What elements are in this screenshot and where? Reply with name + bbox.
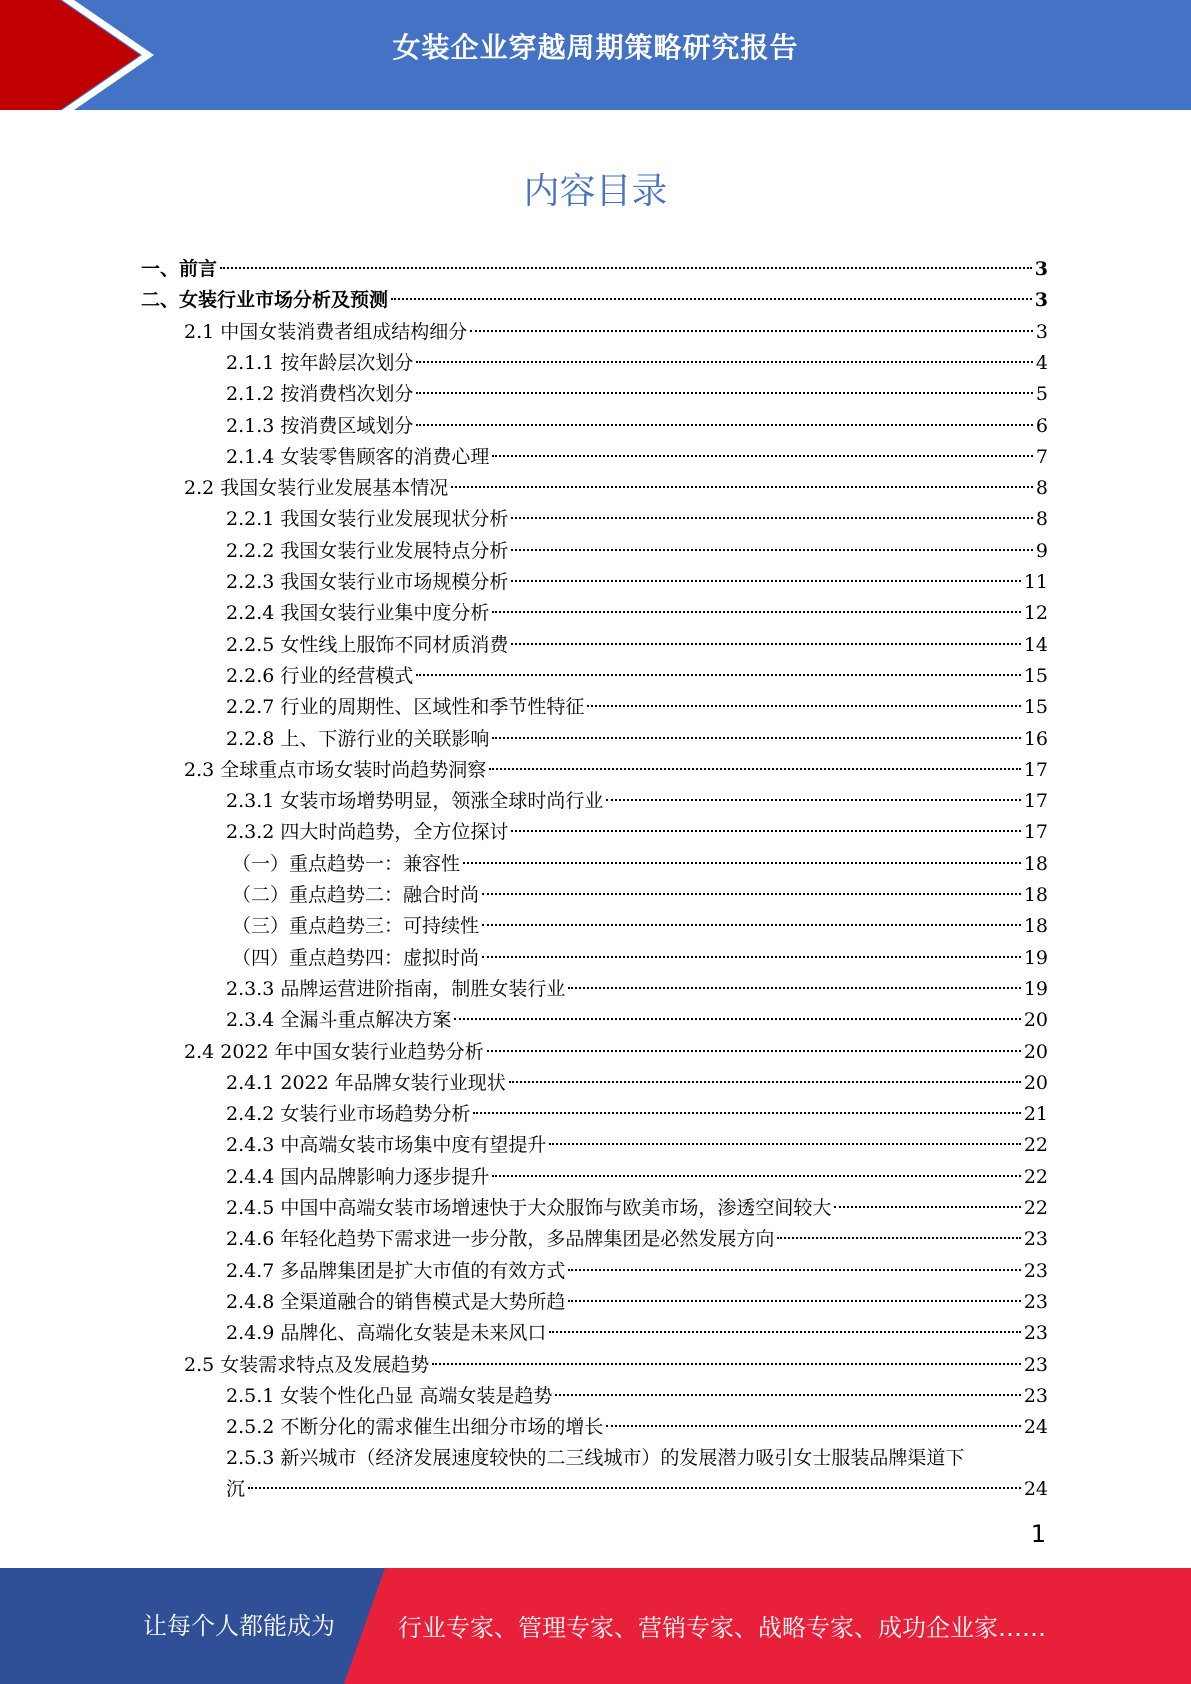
- toc-entry-label: 2.2.1 我国女装行业发展现状分析: [226, 508, 509, 531]
- toc-entry-page: 8: [1035, 508, 1048, 531]
- toc-entry-page: 19: [1023, 946, 1048, 969]
- toc-entry-label: 2.2.4 我国女装行业集中度分析: [226, 602, 490, 625]
- toc-entry-page: 3: [1034, 289, 1048, 312]
- toc-entry-page: 14: [1023, 633, 1048, 656]
- toc-leader-dots: [511, 549, 1033, 551]
- toc-leader-dots: [463, 862, 1021, 864]
- toc-leader-dots: [489, 768, 1021, 770]
- toc-leader-dots: [568, 987, 1020, 989]
- toc-entry[interactable]: [226, 1099, 1048, 1130]
- toc-entry-label: 2.3.3 品牌运营进阶指南，制胜女装行业: [226, 977, 566, 1000]
- toc-entry-page: 11: [1023, 571, 1048, 593]
- toc-entry-label: 2.4.4 国内品牌影响力逐步提升: [226, 1165, 490, 1188]
- toc-entry-label: 2.5.2 不断分化的需求催生出细分市场的增长: [226, 1416, 604, 1439]
- toc-entry-page: 24: [1023, 1478, 1048, 1501]
- toc-entry-page: 8: [1035, 477, 1048, 500]
- toc-leader-dots: [492, 1175, 1020, 1177]
- toc-leader-dots: [555, 1394, 1020, 1396]
- toc-entry[interactable]: [141, 254, 1048, 285]
- toc-entry-label: （四）重点趋势四：虚拟时尚: [232, 946, 480, 969]
- toc-entry-label: 2.2.2 我国女装行业发展特点分析: [226, 539, 509, 562]
- footer-slogan-left: 让每个人都能成为: [143, 1612, 335, 1640]
- toc-entry-label: 2.1.4 女装零售顾客的消费心理: [226, 445, 490, 468]
- toc-entry-page: 6: [1035, 414, 1048, 437]
- toc-entry[interactable]: [226, 1005, 1048, 1036]
- toc-entry[interactable]: [226, 411, 1048, 442]
- toc-entry[interactable]: [226, 504, 1048, 535]
- toc-entry-page: 20: [1023, 1009, 1048, 1032]
- toc-entry-label: 2.2.7 行业的周期性、区域性和季节性特征: [226, 696, 585, 719]
- toc-entry-page: 23: [1023, 1384, 1048, 1407]
- header-band: [0, 0, 1191, 110]
- toc-entry-page: 5: [1035, 383, 1048, 406]
- toc-entry-label: 2.1.3 按消费区域划分: [226, 414, 414, 437]
- toc-entry[interactable]: [226, 348, 1048, 379]
- toc-leader-dots: [482, 893, 1021, 895]
- toc-entry[interactable]: [226, 1162, 1048, 1193]
- toc-entry[interactable]: [226, 1381, 1048, 1412]
- toc-leader-dots: [416, 361, 1033, 363]
- toc-entry-page: 24: [1023, 1416, 1048, 1439]
- toc-entry-label: 2.4.8 全渠道融合的销售模式是大势所趋: [226, 1290, 566, 1313]
- toc-entry-label: 2.3.1 女装市场增势明显，领涨全球时尚行业: [226, 790, 604, 813]
- toc-entry[interactable]: [226, 692, 1048, 723]
- toc-entry-page: 19: [1023, 977, 1048, 1000]
- toc-entry-label: 2.1 中国女装消费者组成结构细分: [184, 320, 468, 343]
- toc-leader-dots: [511, 643, 1020, 645]
- toc-entry-page: 17: [1023, 790, 1048, 813]
- toc-entry[interactable]: [226, 567, 1048, 598]
- toc-entry-page: 15: [1023, 664, 1048, 687]
- toc-leader-dots: [487, 1050, 1021, 1052]
- toc-entry-page: 7: [1035, 445, 1048, 468]
- toc-entry-label: 二、女装行业市场分析及预测: [141, 289, 389, 312]
- toc-entry[interactable]: [141, 285, 1048, 316]
- toc-entry-label: 2.3.2 四大时尚趋势，全方位探讨: [226, 821, 509, 844]
- toc-leader-dots: [482, 956, 1021, 958]
- toc-entry-label: （二）重点趋势二：融合时尚: [232, 884, 480, 906]
- footer-band: [0, 1568, 1191, 1684]
- toc-entry-label: 2.2 我国女装行业发展基本情况: [184, 477, 449, 500]
- toc-entry[interactable]: [184, 1350, 1048, 1381]
- toc-leader-dots: [454, 1018, 1020, 1020]
- toc-entry[interactable]: [226, 1068, 1048, 1099]
- toc-entry[interactable]: [226, 1256, 1048, 1287]
- toc-leader-dots: [482, 924, 1021, 926]
- toc-entry-label: 2.2.5 女性线上服饰不同材质消费: [226, 633, 509, 656]
- toc-entry-page: 12: [1023, 602, 1048, 625]
- toc-leader-dots: [492, 455, 1033, 457]
- toc-entry[interactable]: [184, 317, 1048, 348]
- toc-entry-label: 2.4.3 中高端女装市场集中度有望提升: [226, 1134, 547, 1157]
- toc-leader-dots: [511, 830, 1020, 832]
- toc-leader-dots: [777, 1237, 1020, 1239]
- toc-entry[interactable]: [232, 943, 1048, 974]
- toc-entry-label-line1: 2.5.3 新兴城市（经济发展速度较快的二三线城市）的发展潜力吸引女士服装品牌渠道下: [226, 1447, 965, 1470]
- toc-leader-dots: [568, 1269, 1020, 1271]
- toc-entry-page: 23: [1023, 1228, 1048, 1251]
- toc-leader-dots: [473, 1112, 1020, 1114]
- toc-leader-dots: [470, 330, 1033, 332]
- toc-entry-page: 15: [1023, 696, 1048, 719]
- toc-entry-page: 20: [1023, 1040, 1048, 1063]
- toc-leader-dots: [568, 1300, 1020, 1302]
- toc-entry[interactable]: [226, 1193, 1048, 1224]
- toc-leader-dots: [606, 1425, 1020, 1427]
- toc-entry-label: 2.4 2022 年中国女装行业趋势分析: [184, 1040, 484, 1063]
- toc-leader-dots: [416, 674, 1020, 676]
- toc-entry-label: 2.2.6 行业的经营模式: [226, 664, 414, 687]
- toc-entry-label: 一、前言: [141, 258, 218, 280]
- toc-leader-dots: [492, 611, 1020, 613]
- toc-entry-label: 2.4.9 品牌化、高端化女装是未来风口: [226, 1322, 547, 1345]
- toc-entry-page: 4: [1035, 351, 1048, 374]
- toc-entry[interactable]: [226, 1130, 1048, 1161]
- toc-entry-page: 16: [1023, 727, 1048, 750]
- toc-entry-page: 3: [1035, 320, 1048, 343]
- toc-leader-dots: [220, 267, 1032, 269]
- toc-entry-label: 2.4.1 2022 年品牌女装行业现状: [226, 1071, 506, 1094]
- toc-entry-label: 2.5 女装需求特点及发展趋势: [184, 1353, 430, 1376]
- toc-entry[interactable]: [226, 1224, 1048, 1255]
- toc-entry-page: 18: [1023, 915, 1048, 938]
- toc-entry-label: 2.2.3 我国女装行业市场规模分析: [226, 571, 509, 593]
- toc-entry[interactable]: [226, 536, 1048, 567]
- toc-entry[interactable]: [232, 911, 1048, 942]
- toc-entry-page: 23: [1023, 1353, 1048, 1376]
- toc-entry-label: 2.1.1 按年龄层次划分: [226, 351, 414, 374]
- toc-entry-page: 17: [1023, 758, 1048, 781]
- toc-entry-page: 3: [1034, 258, 1048, 280]
- report-title: 女装企业穿越周期策略研究报告: [392, 31, 799, 64]
- toc-entry[interactable]: [226, 379, 1048, 410]
- toc-entry[interactable]: [226, 724, 1048, 755]
- toc-leader-dots: [549, 1331, 1020, 1333]
- toc-leader-dots: [511, 517, 1033, 519]
- toc-entry-label: 2.5.1 女装个性化凸显 高端女装是趋势: [226, 1384, 553, 1407]
- toc-entry-line2: [226, 1474, 1048, 1505]
- toc-entry-label: （三）重点趋势三：可持续性: [232, 915, 480, 938]
- toc-entry-page: 23: [1023, 1259, 1048, 1282]
- toc-entry[interactable]: [184, 755, 1048, 786]
- toc-entry[interactable]: [184, 473, 1048, 504]
- toc-entry-label: 2.1.2 按消费档次划分: [226, 383, 414, 406]
- toc-entry[interactable]: [232, 849, 1048, 880]
- toc-leader-dots: [416, 424, 1033, 426]
- toc-entry-label: 2.3 全球重点市场女装时尚趋势洞察: [184, 758, 487, 781]
- toc-entry[interactable]: [226, 661, 1048, 692]
- toc-leader-dots: [587, 705, 1020, 707]
- toc-entry[interactable]: [226, 974, 1048, 1005]
- toc-entry[interactable]: [226, 442, 1048, 473]
- toc-entry-label: 2.4.7 多品牌集团是扩大市值的有效方式: [226, 1259, 566, 1282]
- toc-entry[interactable]: [226, 598, 1048, 629]
- toc-leader-dots: [432, 1363, 1021, 1365]
- toc-entry-label: 2.4.2 女装行业市场趋势分析: [226, 1103, 471, 1126]
- toc-entry-label: （一）重点趋势一：兼容性: [232, 852, 461, 875]
- toc-leader-dots: [492, 737, 1020, 739]
- toc-entry[interactable]: [226, 1318, 1048, 1349]
- toc-entry-page: 22: [1023, 1197, 1048, 1219]
- toc-entry[interactable]: [184, 1037, 1048, 1068]
- toc-entry-page: 20: [1023, 1071, 1048, 1094]
- toc-entry-page: 21: [1023, 1103, 1048, 1126]
- toc-entry[interactable]: [226, 817, 1048, 848]
- toc-entry-label: 2.4.5 中国中高端女装市场增速快于大众服饰与欧美市场，渗透空间较大: [226, 1197, 832, 1219]
- toc-leader-dots: [834, 1206, 1020, 1208]
- toc-entry[interactable]: [226, 1287, 1048, 1318]
- toc-entry-label: 2.2.8 上、下游行业的关联影响: [226, 727, 490, 750]
- toc-entry-page: 22: [1023, 1134, 1048, 1157]
- toc-entry-page: 22: [1023, 1165, 1048, 1188]
- toc-leader-dots: [391, 298, 1032, 300]
- toc-entry-page: 9: [1035, 539, 1048, 562]
- toc-leader-dots: [248, 1487, 1021, 1489]
- toc-entry-page: 23: [1023, 1322, 1048, 1345]
- toc-entry-page: 17: [1023, 821, 1048, 844]
- toc-entry-page: 18: [1023, 852, 1048, 875]
- toc-leader-dots: [416, 392, 1033, 394]
- toc-entry-label: 2.3.4 全漏斗重点解决方案: [226, 1009, 452, 1032]
- page-number: 1: [1030, 1520, 1046, 1548]
- toc-entry[interactable]: [226, 630, 1048, 661]
- toc-entry-label: 2.4.6 年轻化趋势下需求进一步分散，多品牌集团是必然发展方向: [226, 1228, 775, 1251]
- toc-entry-2-5-3[interactable]: [226, 1443, 1048, 1505]
- footer-slogan-right: 行业专家、管理专家、营销专家、战略专家、成功企业家……: [398, 1614, 1046, 1642]
- toc-heading: 内容目录: [523, 171, 668, 212]
- toc-leader-dots: [511, 580, 1020, 582]
- toc-entry-page: 23: [1023, 1290, 1048, 1313]
- toc-leader-dots: [549, 1143, 1020, 1145]
- toc-leader-dots: [606, 799, 1020, 801]
- toc-entry[interactable]: [226, 1412, 1048, 1443]
- toc-entry-page: 18: [1023, 884, 1048, 906]
- toc-entry-label-line2: 沉: [226, 1478, 246, 1501]
- toc-entry[interactable]: [226, 786, 1048, 817]
- toc-leader-dots: [451, 486, 1033, 488]
- toc-leader-dots: [509, 1081, 1021, 1083]
- toc-entry[interactable]: [232, 880, 1048, 911]
